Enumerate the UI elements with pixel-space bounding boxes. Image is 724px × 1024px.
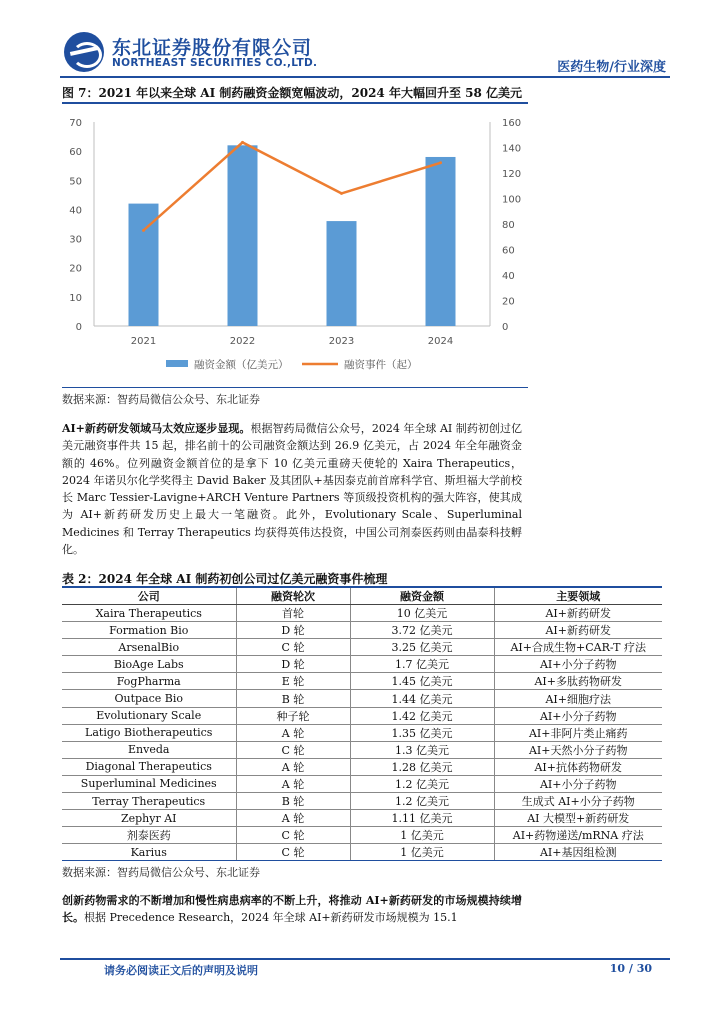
cell-round: A 轮 <box>236 758 350 775</box>
cell-field: AI+细胞疗法 <box>494 690 662 707</box>
y-right-tick-label: 100 <box>502 194 522 206</box>
cell-round: D 轮 <box>236 622 350 639</box>
figure-bottom-rule <box>62 387 528 388</box>
cell-round: E 轮 <box>236 673 350 690</box>
y-right-tick-label: 40 <box>502 271 515 282</box>
cell-amount: 1.2 亿美元 <box>350 775 494 792</box>
y-right-tick-label: 60 <box>502 245 515 257</box>
table-row <box>62 673 662 690</box>
cell-round: B 轮 <box>236 793 350 810</box>
cell-company: FogPharma <box>62 673 236 690</box>
cell-amount: 1 亿美元 <box>350 844 494 861</box>
cell-field: AI+新药研发 <box>494 622 662 639</box>
cell-company: Evolutionary Scale <box>62 707 236 724</box>
cell-company: Xaira Therapeutics <box>62 605 236 622</box>
y-right-tick-label: 20 <box>502 296 515 308</box>
header-company: 公司 <box>62 587 236 605</box>
y-left-tick-label: 20 <box>69 263 82 275</box>
cell-round: C 轮 <box>236 741 350 758</box>
paragraph-lead: 创新药物需求的不断增加和慢性病患病率的不断上升，将推动 AI+新药研发的市场规模持续增长。 <box>62 894 522 925</box>
table-row <box>62 707 662 724</box>
cell-company: Formation Bio <box>62 622 236 639</box>
y-right-tick-label: 80 <box>502 220 515 231</box>
cell-round: D 轮 <box>236 656 350 673</box>
cell-amount: 3.72 亿美元 <box>350 622 494 639</box>
cell-company: Diagonal Therapeutics <box>62 758 236 775</box>
y-right-tick-label: 140 <box>502 143 522 155</box>
legend-bar-label: 融资金额（亿美元） <box>194 359 289 371</box>
figure-source: 数据来源：智药局微信公众号、东北证券 <box>62 393 260 406</box>
x-tick-label: 2023 <box>328 336 355 347</box>
paragraph-lead: AI+新药研发领域马太效应逐步显现。 <box>62 422 251 435</box>
cell-amount: 1.42 亿美元 <box>350 707 494 724</box>
footer-disclaimer: 请务必阅读正文后的声明及说明 <box>104 964 258 977</box>
paragraph-market-growth <box>62 892 522 927</box>
cell-field: AI+抗体药物研发 <box>494 758 662 775</box>
legend-line-label: 融资事件（起） <box>344 359 418 371</box>
cell-round: B 轮 <box>236 690 350 707</box>
cell-amount: 3.25 亿美元 <box>350 639 494 656</box>
report-category: 医药生物/行业深度 <box>557 60 666 75</box>
cell-round: C 轮 <box>236 827 350 844</box>
table-row <box>62 690 662 707</box>
y-left-tick-label: 30 <box>69 234 82 246</box>
cell-amount: 1.44 亿美元 <box>350 690 494 707</box>
header-amount: 融资金额 <box>350 587 494 605</box>
cell-round: C 轮 <box>236 844 350 861</box>
figure-title: 图 7：2021 年以来全球 AI 制药融资金额宽幅波动，2024 年大幅回升至 58 亿美元 <box>62 86 523 100</box>
cell-field: AI+小分子药物 <box>494 656 662 673</box>
table-row <box>62 827 662 844</box>
table-row <box>62 810 662 827</box>
cell-company: Zephyr AI <box>62 810 236 827</box>
cell-company: Latigo Biotherapeutics <box>62 724 236 741</box>
table-row <box>62 639 662 656</box>
cell-field: AI+天然小分子药物 <box>494 741 662 758</box>
table-title: 表 2：2024 年全球 AI 制药初创公司过亿美元融资事件梳理 <box>62 572 388 586</box>
cell-amount: 1.7 亿美元 <box>350 656 494 673</box>
cell-field: AI+多肽药物研发 <box>494 673 662 690</box>
table-row <box>62 656 662 673</box>
table-row <box>62 724 662 741</box>
cell-amount: 1.3 亿美元 <box>350 741 494 758</box>
cell-round: 种子轮 <box>236 707 350 724</box>
table-row <box>62 758 662 775</box>
paragraph-text: 根据 Precedence Research，2024 年全球 AI+新药研发市场规模为 15.1 <box>84 911 458 925</box>
cell-amount: 1.2 亿美元 <box>350 793 494 810</box>
cell-round: 首轮 <box>236 605 350 622</box>
page-header <box>60 28 670 78</box>
cell-amount: 1.45 亿美元 <box>350 673 494 690</box>
x-tick-label: 2022 <box>229 336 256 347</box>
y-left-tick-label: 60 <box>69 147 82 159</box>
bar-funding-amount <box>228 145 258 326</box>
cell-company: Enveda <box>62 741 236 758</box>
y-left-tick-label: 10 <box>69 292 82 304</box>
cell-company: Outpace Bio <box>62 690 236 707</box>
table-row <box>62 605 662 622</box>
y-left-tick-label: 70 <box>69 118 82 129</box>
point-funding-events <box>439 161 442 164</box>
y-right-tick-label: 0 <box>502 322 509 333</box>
x-tick-label: 2024 <box>427 336 454 347</box>
y-left-tick-label: 40 <box>69 205 82 217</box>
point-funding-events <box>340 192 343 195</box>
table-source: 数据来源：智药局微信公众号、东北证券 <box>62 866 260 879</box>
cell-field: AI 大模型+新药研发 <box>494 810 662 827</box>
cell-company: ArsenalBio <box>62 639 236 656</box>
table-row <box>62 622 662 639</box>
funding-table <box>62 586 662 861</box>
cell-round: A 轮 <box>236 724 350 741</box>
y-right-tick-label: 160 <box>502 118 522 129</box>
y-left-tick-label: 0 <box>75 322 82 333</box>
company-name-en: NORTHEAST SECURITIES CO.,LTD. <box>112 57 318 69</box>
cell-field: AI+药物递送/mRNA 疗法 <box>494 827 662 844</box>
line-funding-events <box>144 142 441 230</box>
cell-company: Karius <box>62 844 236 861</box>
page-number: 10 / 30 <box>609 962 652 975</box>
header-field: 主要领域 <box>494 587 662 605</box>
cell-field: AI+基因组检测 <box>494 844 662 861</box>
table-row <box>62 741 662 758</box>
cell-amount: 10 亿美元 <box>350 605 494 622</box>
company-logo-icon <box>64 32 104 72</box>
y-right-tick-label: 120 <box>502 169 522 180</box>
table-header-row <box>62 587 662 605</box>
legend-bar-swatch <box>166 360 188 367</box>
cell-company: 剂泰医药 <box>62 827 236 844</box>
cell-field: AI+新药研发 <box>494 605 662 622</box>
table-row <box>62 844 662 861</box>
y-left-tick-label: 50 <box>69 176 82 188</box>
cell-company: Terray Therapeutics <box>62 793 236 810</box>
point-funding-events <box>142 229 145 232</box>
cell-round: A 轮 <box>236 810 350 827</box>
bar-funding-amount <box>327 221 357 326</box>
x-tick-label: 2021 <box>130 336 157 347</box>
cell-field: AI+小分子药物 <box>494 775 662 792</box>
table-row <box>62 793 662 810</box>
cell-field: AI+合成生物+CAR-T 疗法 <box>494 639 662 656</box>
cell-company: BioAge Labs <box>62 656 236 673</box>
cell-round: C 轮 <box>236 639 350 656</box>
cell-amount: 1.35 亿美元 <box>350 724 494 741</box>
cell-amount: 1.28 亿美元 <box>350 758 494 775</box>
bar-funding-amount <box>426 157 456 326</box>
paragraph-market-concentration <box>62 420 522 558</box>
footer-divider <box>60 958 670 960</box>
point-funding-events <box>241 141 244 144</box>
cell-amount: 1.11 亿美元 <box>350 810 494 827</box>
cell-field: AI+非阿片类止痛药 <box>494 724 662 741</box>
cell-amount: 1 亿美元 <box>350 827 494 844</box>
cell-field: AI+小分子药物 <box>494 707 662 724</box>
cell-round: A 轮 <box>236 775 350 792</box>
paragraph-text: 根据智药局微信公众号，2024 年全球 AI 制药初创过亿美元融资事件共 15 起，排名前十的公司融资金额达到 26.9 亿美元，占 2024 年全年融资金额的 46%。位列融资金额首位的是拿下 10 亿美元重磅天使轮的 Xaira Therapeutics，2024 年诺贝尔化学奖得主 David Baker 及其团队+基因泰克前首席科学官、斯坦福大学前校长 Marc Tessier-Lavigne+ARCH Venture Partners 等顶级投资机构的强大阵容，使其成为 AI+新药研发历史上最大一笔融资。此外，Evolutionary Scale、Superluminal Medicines 和 Terray Therapeutics 均获得英伟达投资，中国公司剂泰医药则由晶泰科技孵化。 <box>62 422 522 557</box>
cell-company: Superluminal Medicines <box>62 775 236 792</box>
cell-field: 生成式 AI+小分子药物 <box>494 793 662 810</box>
funding-chart <box>62 104 528 384</box>
header-divider <box>60 76 670 78</box>
header-round: 融资轮次 <box>236 587 350 605</box>
table-row <box>62 775 662 792</box>
company-name-cn: 东北证券股份有限公司 <box>112 37 313 59</box>
